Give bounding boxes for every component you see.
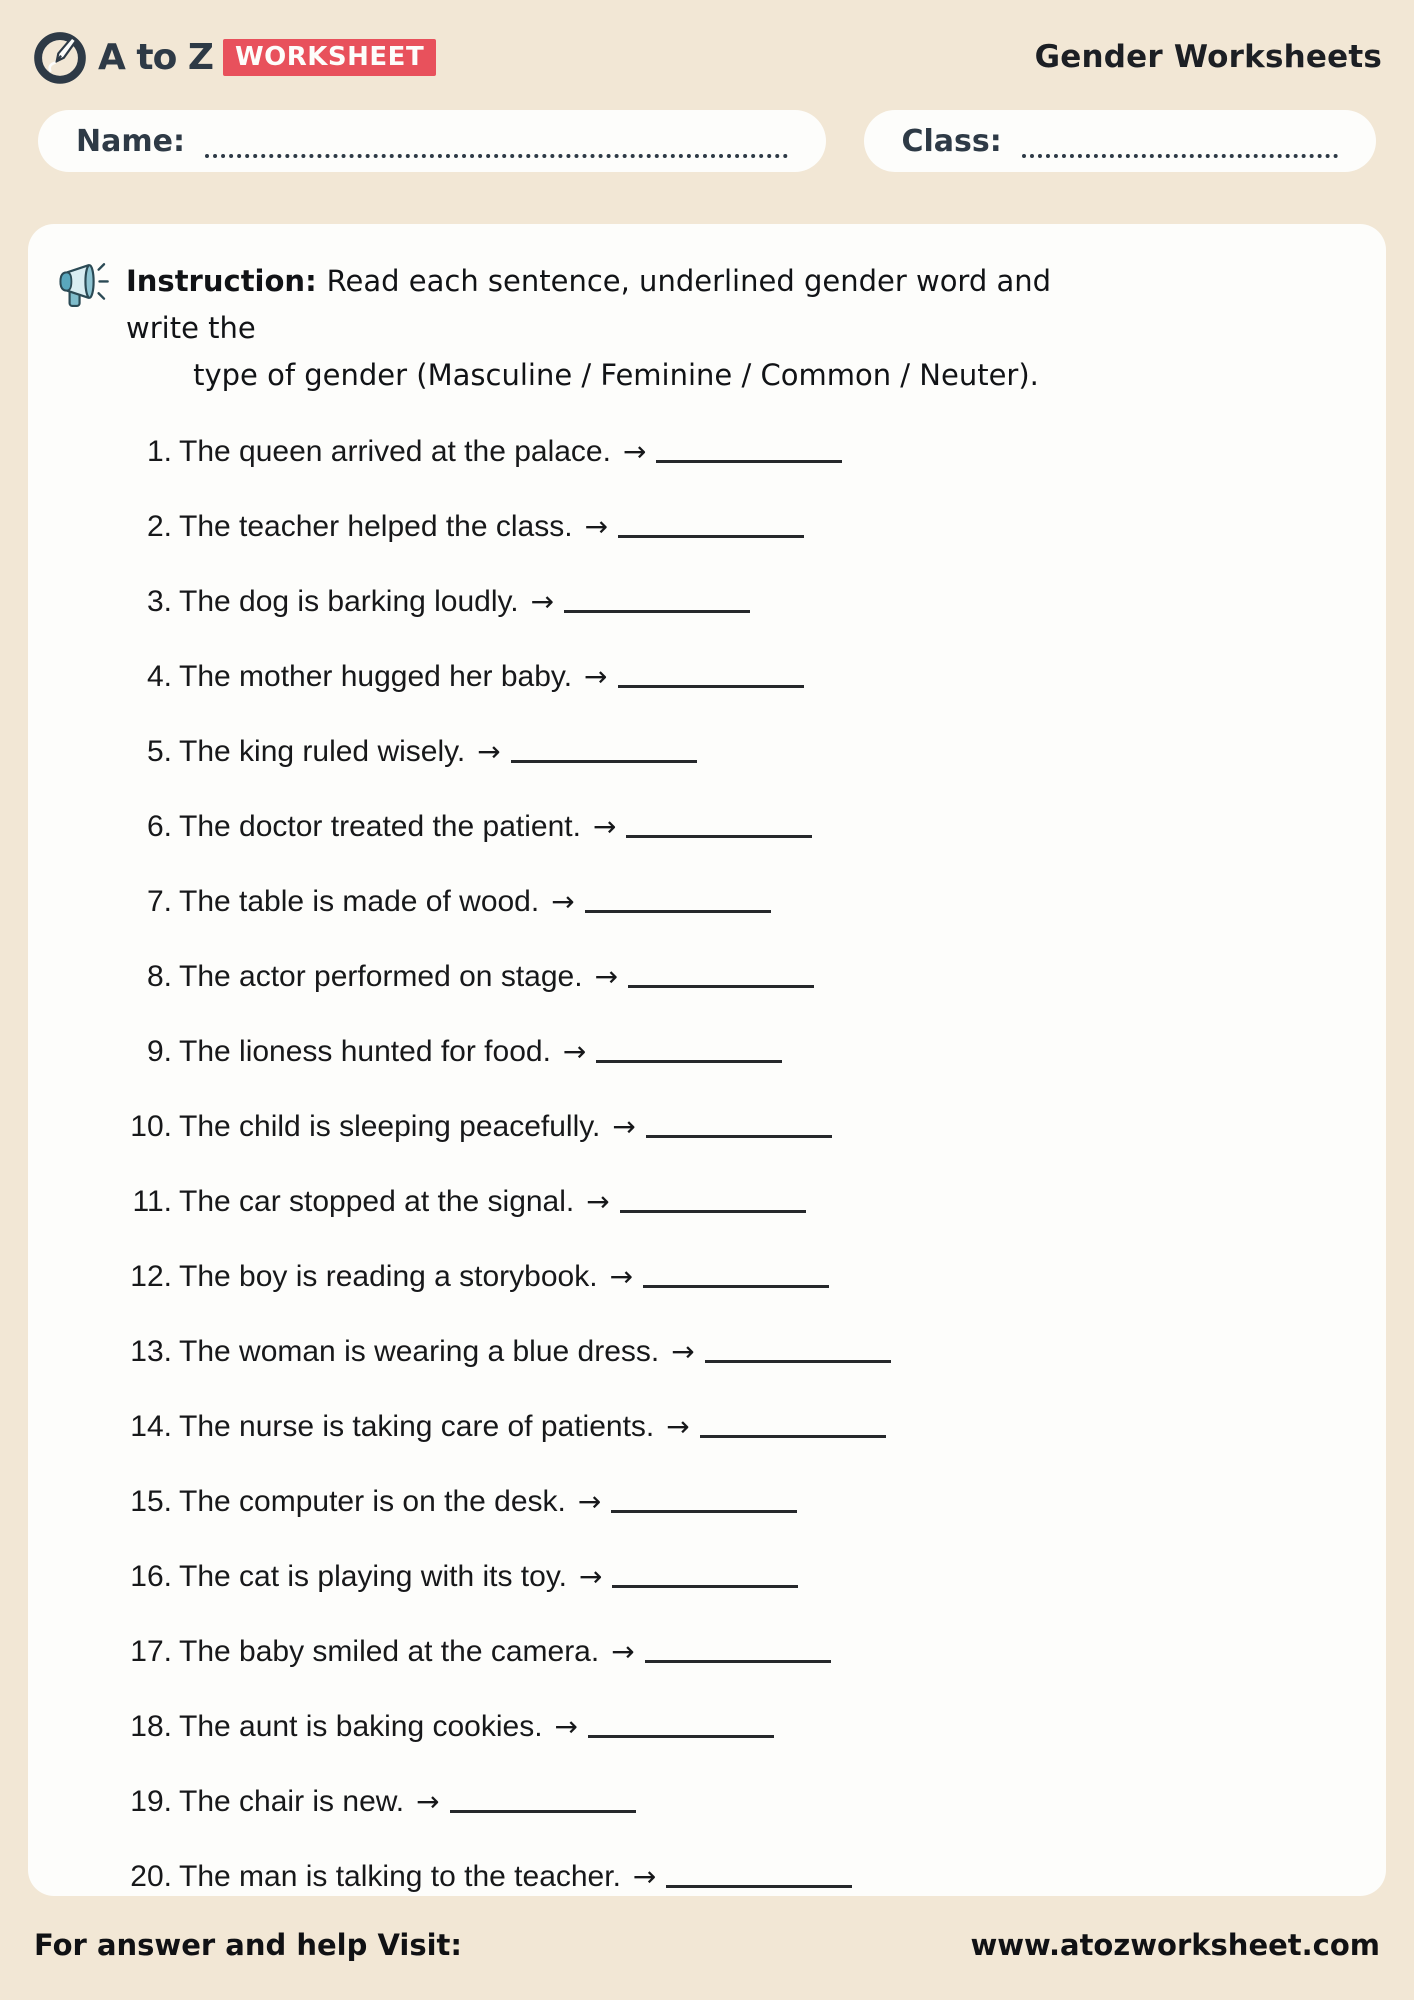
arrow-icon: →	[609, 1259, 634, 1293]
question-row	[54, 1633, 1346, 1671]
question-number: 7.	[146, 884, 172, 918]
answer-blank	[705, 1337, 891, 1363]
arrow-icon: →	[578, 1559, 603, 1593]
question-number: 6.	[146, 809, 172, 843]
question-number: 2.	[146, 509, 172, 543]
arrow-icon: →	[530, 584, 555, 618]
student-info-row	[38, 110, 1376, 172]
answer-blank	[611, 1487, 797, 1513]
question-sentence: The actor performed on stage.	[179, 959, 583, 993]
megaphone-icon	[56, 260, 114, 312]
question-number: 16.	[130, 1559, 172, 1593]
arrow-icon: →	[632, 1859, 657, 1893]
page-title: Gender Worksheets	[1034, 39, 1382, 75]
answer-blank	[700, 1412, 886, 1438]
question-row	[54, 1183, 1346, 1221]
question-sentence: The child is sleeping peacefully.	[179, 1109, 601, 1143]
question-number: 10.	[130, 1109, 172, 1143]
question-sentence: The nurse is taking care of patients.	[179, 1409, 655, 1443]
question-row	[54, 1483, 1346, 1521]
question-sentence: The doctor treated the patient.	[179, 809, 581, 843]
question-number: 9.	[146, 1034, 172, 1068]
footer	[34, 1928, 1380, 1962]
answer-blank	[666, 1862, 852, 1888]
question-number: 5.	[146, 734, 172, 768]
answer-blank	[612, 1562, 798, 1588]
arrow-icon: →	[584, 509, 609, 543]
question-row	[54, 1108, 1346, 1146]
question-number: 1.	[146, 434, 172, 468]
arrow-icon: →	[562, 1034, 587, 1068]
brand-badge: WORKSHEET	[223, 39, 436, 76]
question-row	[54, 1558, 1346, 1596]
answer-blank	[618, 512, 804, 538]
question-row	[54, 1783, 1346, 1821]
arrow-icon: →	[622, 434, 647, 468]
question-sentence: The computer is on the desk.	[179, 1484, 566, 1518]
instruction-line1: Read each sentence, underlined gender word and write the	[126, 264, 1052, 345]
answer-blank	[620, 1187, 806, 1213]
question-number: 13.	[130, 1334, 172, 1368]
question-row	[54, 808, 1346, 846]
answer-blank	[646, 1112, 832, 1138]
website-link[interactable]: www.atozworksheet.com	[970, 1928, 1380, 1962]
answer-blank	[628, 962, 814, 988]
answer-blank	[564, 587, 750, 613]
arrow-icon: →	[416, 1784, 440, 1818]
question-row	[54, 583, 1346, 621]
answer-blank	[626, 812, 812, 838]
question-sentence: The aunt is baking cookies.	[179, 1709, 543, 1743]
question-number: 14.	[130, 1409, 172, 1443]
arrow-icon: →	[666, 1409, 690, 1443]
question-number: 20.	[130, 1859, 172, 1893]
question-list	[54, 433, 1346, 1896]
question-number: 19.	[130, 1784, 172, 1818]
question-number: 17.	[130, 1634, 172, 1668]
arrow-icon: →	[551, 884, 575, 918]
question-row	[54, 733, 1346, 771]
question-sentence: The mother hugged her baby.	[179, 659, 573, 693]
instruction-line2: type of gender (Masculine / Feminine / Common / Neuter).	[193, 357, 1039, 392]
answer-blank	[618, 662, 804, 688]
arrow-icon: →	[577, 1484, 602, 1518]
question-sentence: The car stopped at the signal.	[179, 1184, 575, 1218]
question-row	[54, 508, 1346, 546]
question-sentence: The man is talking to the teacher.	[179, 1859, 621, 1893]
answer-blank	[643, 1262, 829, 1288]
question-sentence: The lioness hunted for food.	[179, 1034, 551, 1068]
question-sentence: The boy is reading a storybook.	[179, 1259, 598, 1293]
question-sentence: The cat is playing with its toy.	[179, 1559, 567, 1593]
question-sentence: The baby smiled at the camera.	[179, 1634, 600, 1668]
question-row	[54, 433, 1346, 471]
arrow-icon: →	[554, 1709, 579, 1743]
arrow-icon: →	[671, 1334, 695, 1368]
arrow-icon: →	[612, 1109, 636, 1143]
question-sentence: The dog is barking loudly.	[179, 584, 519, 618]
question-row	[54, 1408, 1346, 1446]
answer-blank	[450, 1787, 636, 1813]
name-write-line	[205, 124, 788, 158]
question-row	[54, 1708, 1346, 1746]
question-sentence: The king ruled wisely.	[179, 734, 466, 768]
question-sentence: The queen arrived at the palace.	[179, 434, 611, 468]
question-row	[54, 958, 1346, 996]
question-row	[54, 883, 1346, 921]
question-sentence: The table is made of wood.	[179, 884, 540, 918]
question-sentence: The woman is wearing a blue dress.	[179, 1334, 660, 1368]
pen-circle-icon	[32, 29, 88, 85]
question-number: 4.	[146, 659, 172, 693]
class-field	[864, 110, 1377, 172]
arrow-icon: →	[611, 1634, 635, 1668]
question-number: 8.	[146, 959, 172, 993]
brand-name: A to Z	[98, 36, 213, 78]
question-row	[54, 1858, 1346, 1896]
instruction-block	[54, 258, 1346, 399]
question-number: 3.	[146, 584, 172, 618]
question-sentence: The teacher helped the class.	[179, 509, 573, 543]
worksheet-card	[28, 224, 1386, 1896]
question-number: 18.	[130, 1709, 172, 1743]
question-number: 12.	[130, 1259, 172, 1293]
answer-blank	[585, 887, 771, 913]
header	[28, 28, 1386, 86]
question-sentence: The chair is new.	[179, 1784, 405, 1818]
question-row	[54, 1258, 1346, 1296]
answer-blank	[596, 1037, 782, 1063]
question-row	[54, 658, 1346, 696]
question-row	[54, 1333, 1346, 1371]
class-write-line	[1022, 124, 1338, 158]
name-label: Name:	[76, 123, 185, 159]
instruction-label: Instruction:	[126, 264, 317, 298]
question-number: 15.	[130, 1484, 172, 1518]
instruction-text	[126, 258, 1106, 399]
answer-blank	[588, 1712, 774, 1738]
answer-blank	[511, 737, 697, 763]
name-field	[38, 110, 826, 172]
question-number: 11.	[132, 1184, 172, 1218]
arrow-icon: →	[586, 1184, 610, 1218]
answer-blank	[656, 437, 842, 463]
footer-help-text: For answer and help Visit:	[34, 1928, 463, 1962]
arrow-icon: →	[584, 659, 608, 693]
class-label: Class:	[901, 123, 1002, 159]
arrow-icon: →	[477, 734, 501, 768]
arrow-icon: →	[592, 809, 617, 843]
answer-blank	[645, 1637, 831, 1663]
brand-logo-group	[32, 29, 436, 85]
question-row	[54, 1033, 1346, 1071]
arrow-icon: →	[594, 959, 619, 993]
